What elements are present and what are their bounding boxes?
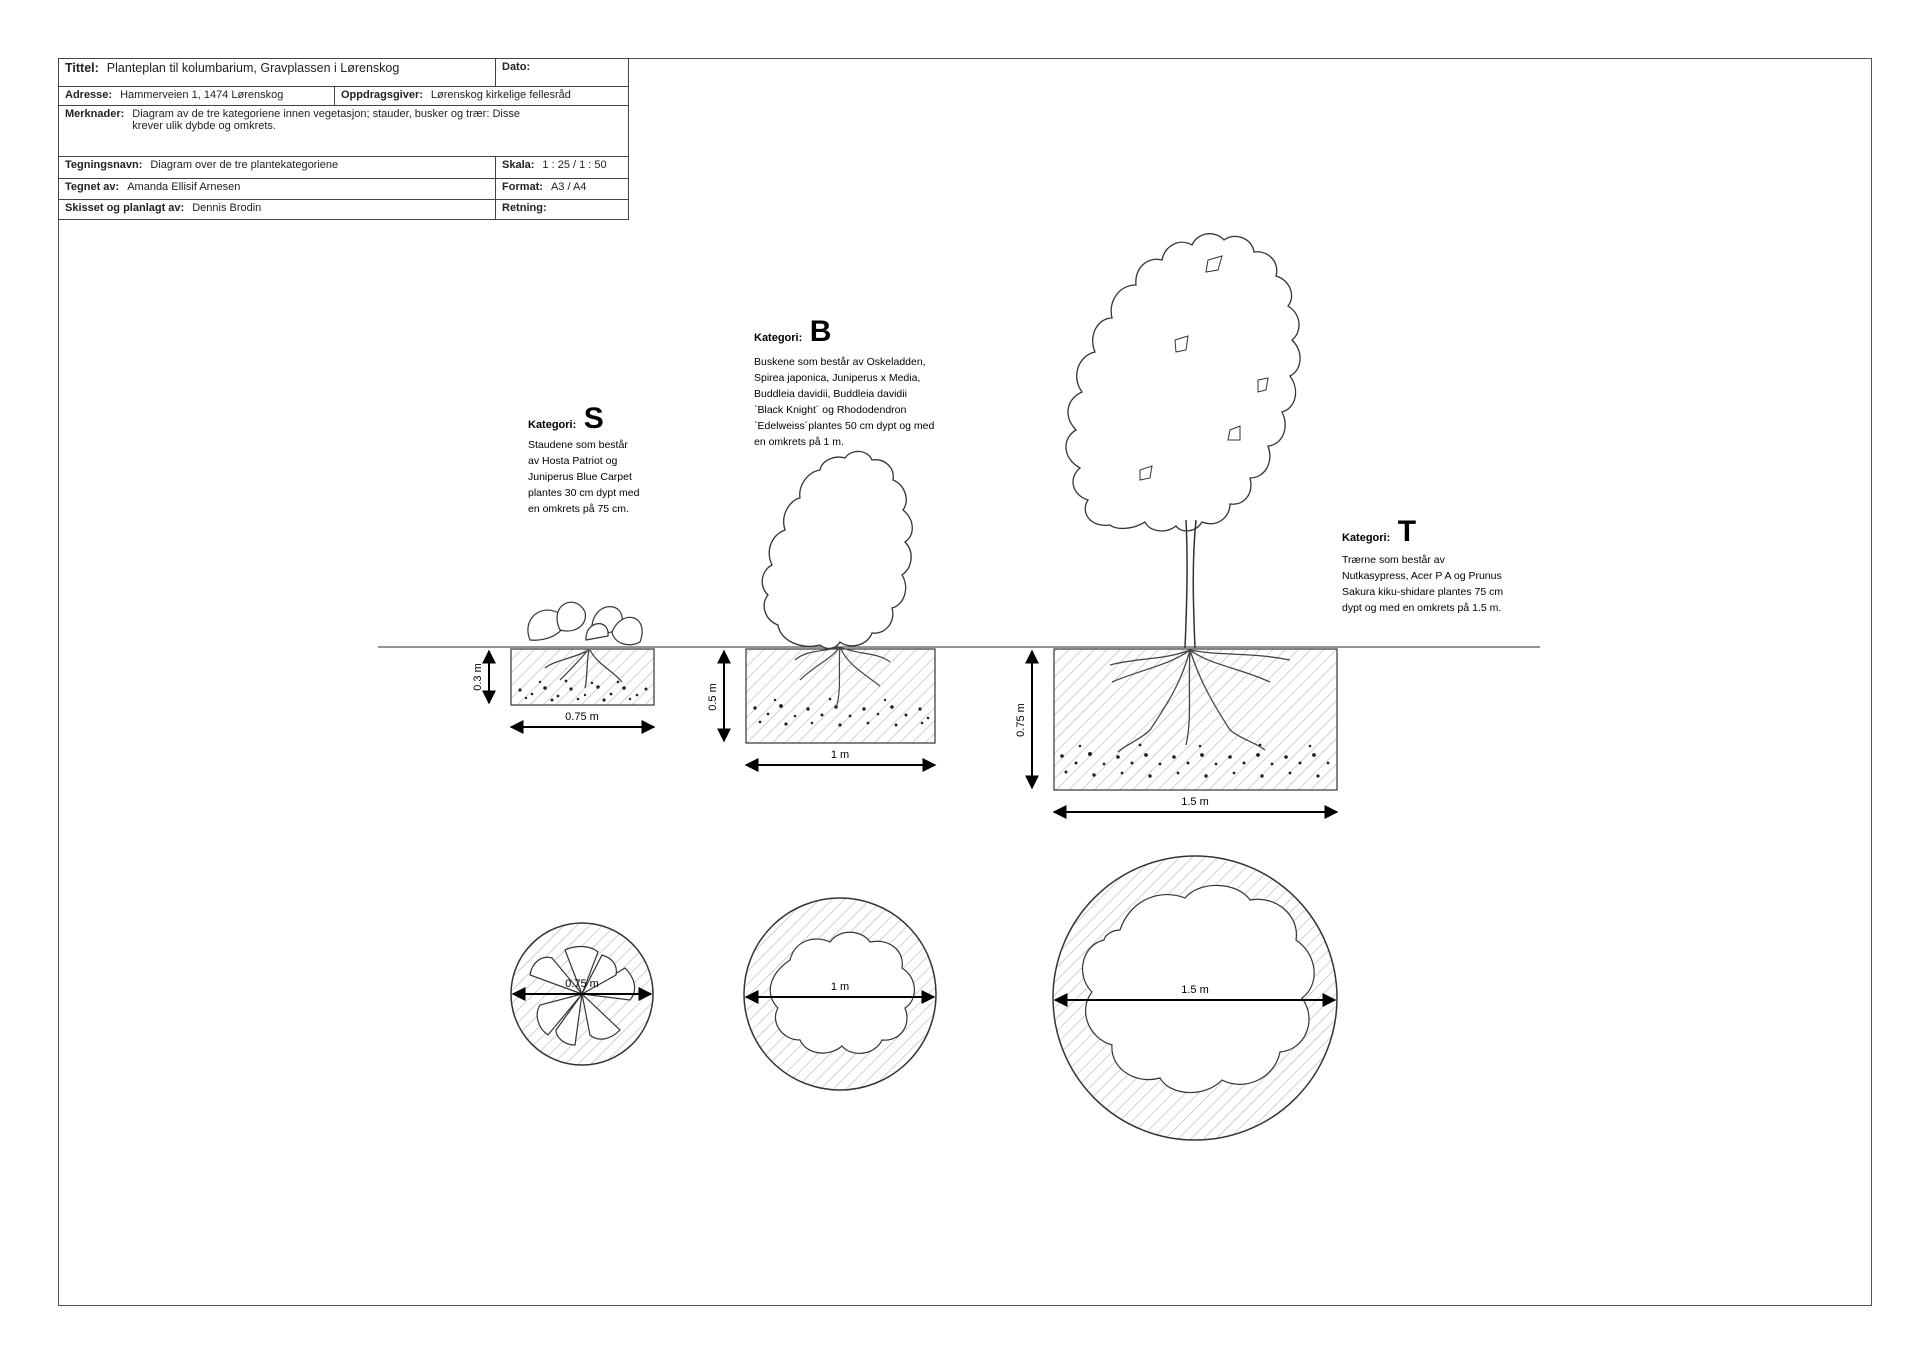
plan-label-s: 0.75 m bbox=[565, 978, 599, 990]
address-cell bbox=[59, 86, 335, 105]
category-t-line: Trærne som består av bbox=[1342, 554, 1445, 566]
format-cell bbox=[496, 179, 629, 199]
drawn-by-value: Amanda Ellisif Arnesen bbox=[127, 181, 241, 194]
category-b-line: `Edelweiss´plantes 50 cm dypt og med bbox=[754, 420, 935, 432]
drawing-name-label: Tegningsnavn: bbox=[65, 158, 143, 171]
category-b-description bbox=[754, 356, 937, 448]
drawing-name-value: Diagram over de tre plantekategoriene bbox=[150, 158, 339, 171]
scale-label: Skala: bbox=[502, 158, 535, 171]
title-value: Planteplan til kolumbarium, Gravplassen i Lørenskog bbox=[106, 61, 400, 75]
category-b-letter: B bbox=[809, 315, 832, 348]
drawn-by-label: Tegnet av: bbox=[65, 181, 120, 194]
date-label: Dato: bbox=[502, 61, 531, 73]
category-t-description bbox=[1342, 554, 1506, 614]
title-block bbox=[58, 58, 629, 220]
address-value: Hammerveien 1, 1474 Lørenskog bbox=[120, 88, 284, 101]
category-s-line: av Hosta Patriot og bbox=[528, 455, 618, 467]
planting-pit-t bbox=[1054, 649, 1337, 790]
category-s-heading bbox=[528, 402, 604, 435]
planned-by-label: Skisset og planlagt av: bbox=[65, 201, 185, 214]
notes-value: Diagram av de tre kategoriene innen vegetasjon; stauder, busker og trær: Disse krever ulik dybde og omkrets. bbox=[132, 107, 520, 132]
width-label-b: 1 m bbox=[830, 749, 850, 761]
title-label: Tittel: bbox=[65, 61, 99, 75]
notes-cell bbox=[59, 105, 629, 156]
category-t-prefix: Kategori: bbox=[1342, 532, 1391, 544]
category-b-line: Buskene som består av Oskeladden, bbox=[754, 356, 926, 368]
category-s-section bbox=[472, 402, 654, 1065]
category-s-description bbox=[528, 439, 642, 515]
drawn-by-cell bbox=[59, 179, 496, 199]
direction-label: Retning: bbox=[502, 201, 547, 214]
category-b-section bbox=[707, 315, 937, 1090]
category-b-heading bbox=[754, 315, 831, 348]
category-s-line: Staudene som består bbox=[528, 439, 628, 451]
category-t-section bbox=[1015, 234, 1506, 1140]
scale-cell bbox=[496, 156, 629, 178]
tree-trunk bbox=[1185, 520, 1196, 648]
depth-label-b: 0.5 m bbox=[707, 683, 719, 711]
date-cell bbox=[496, 59, 629, 87]
category-b-line: Spirea japonica, Juniperus x Media, bbox=[754, 372, 921, 384]
category-b-prefix: Kategori: bbox=[754, 332, 803, 344]
planned-by-cell bbox=[59, 199, 496, 219]
category-s-line: plantes 30 cm dypt med bbox=[528, 487, 640, 499]
category-t-letter: T bbox=[1397, 515, 1417, 548]
category-s-line: en omkrets på 75 cm. bbox=[528, 503, 629, 515]
category-s-letter: S bbox=[583, 402, 604, 435]
client-cell bbox=[335, 86, 629, 105]
drawing-name-cell bbox=[59, 156, 496, 178]
category-s-prefix: Kategori: bbox=[528, 419, 577, 431]
format-value: A3 / A4 bbox=[550, 181, 587, 194]
depth-label-t: 0.75 m bbox=[1015, 703, 1027, 737]
planned-by-value: Dennis Brodin bbox=[192, 201, 262, 214]
category-s-line: Juniperus Blue Carpet bbox=[528, 471, 632, 483]
shrub-canopy-elevation bbox=[762, 451, 912, 648]
category-t-line: dypt og med en omkrets på 1.5 m. bbox=[1342, 602, 1502, 614]
direction-cell bbox=[496, 199, 629, 219]
width-label-t: 1.5 m bbox=[1181, 796, 1209, 808]
format-label: Format: bbox=[502, 181, 543, 194]
depth-label-s: 0.3 m bbox=[472, 663, 484, 691]
address-label: Adresse: bbox=[65, 88, 113, 101]
plan-label-b: 1 m bbox=[830, 981, 850, 993]
category-t-heading bbox=[1342, 515, 1416, 548]
scale-value: 1 : 25 / 1 : 50 bbox=[542, 158, 607, 171]
client-label: Oppdragsgiver: bbox=[341, 88, 423, 101]
category-b-line: `Black Knight´ og Rhododendron bbox=[754, 404, 907, 416]
category-t-line: Sakura kiku-shidare plantes 75 cm bbox=[1342, 586, 1504, 598]
category-b-line: en omkrets på 1 m. bbox=[754, 436, 844, 448]
title-cell bbox=[59, 59, 496, 87]
client-value: Lørenskog kirkelige fellesråd bbox=[430, 88, 571, 101]
planting-pit-b bbox=[746, 649, 935, 743]
category-t-line: Nutkasypress, Acer P A og Prunus bbox=[1342, 570, 1502, 582]
category-b-line: Buddleia davidii, Buddleia davidii bbox=[754, 388, 907, 400]
plan-label-t: 1.5 m bbox=[1181, 984, 1209, 996]
notes-label: Merknader: bbox=[65, 107, 125, 120]
width-label-s: 0.75 m bbox=[565, 711, 599, 723]
